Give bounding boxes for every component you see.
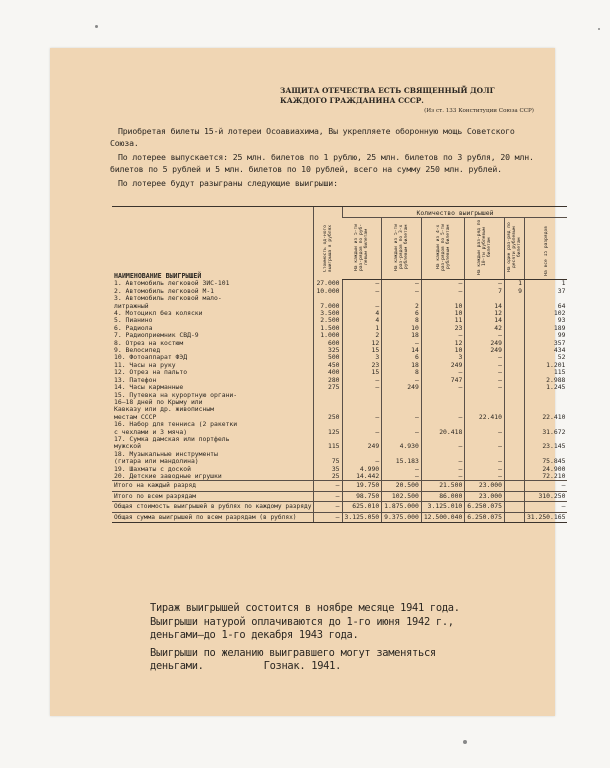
prize-name: 7. Радиоприемник СВД-9 (114, 332, 199, 340)
count-column-header-2: На каждый из 5-ти раз-рядов по 3-х рублевым билетам (382, 218, 422, 280)
prize-count-cell: 2 (382, 303, 422, 310)
prize-count-cell: 4.930 (382, 443, 422, 450)
prize-count-cell: 23 (342, 362, 382, 369)
prize-count-cell (504, 392, 524, 399)
footer-line-exchange-cont: деньгами. Гознак. 1941. (150, 660, 342, 672)
prize-count-cell: 52 (524, 354, 567, 361)
prize-count-cell: 6.250.075 (465, 512, 505, 522)
prize-value: 450 (314, 362, 342, 369)
prize-count-cell (504, 473, 524, 481)
prize-count-cell: — (382, 473, 422, 481)
prize-row (112, 399, 567, 406)
prize-count-cell: 3.125.010 (421, 502, 464, 512)
prize-count-cell: — (421, 458, 464, 465)
intro-text (110, 126, 540, 193)
prize-count-cell: 14 (465, 317, 505, 324)
prize-value: 600 (314, 340, 342, 347)
prize-count-cell: 10 (382, 325, 422, 332)
prize-count-cell (504, 347, 524, 354)
motto-line-1: ЗАЩИТА ОТЕЧЕСТВА ЕСТЬ СВЯЩЕННЫЙ ДОЛГ (280, 86, 495, 95)
prize-count-cell (504, 512, 524, 522)
prize-count-cell: — (465, 332, 505, 339)
intro-paragraph-3: По лотерее будут разыграны следующие выигрыши: (118, 178, 338, 188)
prize-count-cell: 42 (465, 325, 505, 332)
prize-name: 16—18 дней по Крыму или (114, 398, 203, 406)
intro-paragraph-2: По лотерее выпускается: 25 млн. билетов по 1 рублю, 25 млн. билетов по 3 рубля, 20 млн. билетов по 5 рублей и 5 млн. билетов по 10 рублей, всего на сумму 250 млн. рублей. (110, 152, 534, 174)
count-column-header-6: На все 15 разрядов (524, 218, 567, 280)
prize-count-cell: — (465, 362, 505, 369)
prize-count-cell: 18 (382, 362, 422, 369)
prize-count-cell: 86.000 (421, 491, 464, 501)
prize-count-cell: — (342, 414, 382, 421)
prize-row (112, 443, 567, 450)
prize-count-cell: 434 (524, 347, 567, 354)
prize-row (112, 288, 567, 295)
prize-count-cell: 3 (342, 354, 382, 361)
printer-mark: Гознак. 1941. (263, 660, 342, 672)
prize-name: литражный (114, 302, 149, 310)
prize-count-cell: 15.183 (382, 458, 422, 465)
prize-count-cell: — (465, 384, 505, 391)
prize-count-cell: — (465, 354, 505, 361)
prize-name: с чехлами и 3 мяча) (114, 428, 188, 436)
prize-name: Общая сумма выигрышей по всем разрядам (в рублях) (112, 512, 314, 522)
prize-count-cell: 15 (342, 369, 382, 376)
prize-count-cell (504, 399, 524, 406)
prize-count-cell: — (465, 377, 505, 384)
prize-count-cell: 22.410 (465, 414, 505, 421)
prize-count-cell: 8 (382, 317, 422, 324)
prize-count-cell (504, 436, 524, 443)
prize-count-cell: — (465, 429, 505, 436)
prize-value (314, 399, 342, 406)
prize-count-cell: 1.201 (524, 362, 567, 369)
prize-count-cell: — (342, 377, 382, 384)
prize-count-cell (504, 466, 524, 473)
footer-text (150, 602, 550, 674)
prize-value: 325 (314, 347, 342, 354)
prize-count-cell (504, 384, 524, 391)
prize-count-cell: 23.000 (465, 491, 505, 501)
prize-name: 19. Шахматы с доской (114, 465, 191, 473)
prize-name: 12. Отрез на пальто (114, 369, 188, 377)
footer-line-exchange: Выигрыши по желанию выигравшего могут заменяться (150, 646, 436, 659)
prize-count-cell: 115 (524, 369, 567, 376)
prize-name: 2. Автомобиль легковой М-1 (114, 287, 215, 295)
prize-count-cell (504, 310, 524, 317)
prize-name: 5. Пианино (114, 317, 153, 325)
prize-value: 10.000 (314, 288, 342, 295)
prize-name: Общая стоимость выигрышей в рублях по каждому разряду (112, 502, 314, 512)
prize-name: 18. Музыкальные инструменты (114, 450, 218, 458)
prize-value: 75 (314, 458, 342, 465)
prize-count-cell: 14 (382, 347, 422, 354)
prize-name: 8. Отрез на костюм (114, 339, 184, 347)
prize-count-cell: — (342, 288, 382, 295)
prize-count-cell: 10 (421, 303, 464, 310)
prize-count-cell: 99 (524, 332, 567, 339)
prize-count-cell: 747 (421, 377, 464, 384)
prize-count-cell (504, 354, 524, 361)
prize-name: 1. Автомобиль легковой ЗИС-101 (114, 279, 230, 288)
prize-count-cell: 75.845 (524, 458, 567, 465)
prize-count-cell (504, 303, 524, 310)
dust-speck (463, 740, 467, 744)
prize-count-cell: 3 (421, 354, 464, 361)
prize-table (112, 206, 567, 523)
prize-count-cell: 249 (421, 362, 464, 369)
prize-count-cell (524, 399, 567, 406)
prize-value: — (314, 481, 342, 491)
prize-count-cell: 6.250.075 (465, 502, 505, 512)
prize-count-cell: 2.988 (524, 377, 567, 384)
prize-count-cell (342, 392, 382, 399)
prize-count-cell: 15 (342, 347, 382, 354)
prize-count-cell: 6 (382, 354, 422, 361)
count-column-header-1: На каждый из 5-ти раз-рядов по руб-левым билетам (342, 218, 382, 280)
prize-value: 125 (314, 429, 342, 436)
count-column-header-3: На каждый из 4-х раз-рядов по 5-ти рублевым билетам (421, 218, 464, 280)
prize-count-cell: — (421, 288, 464, 295)
footer-line-cash-deadline: деньгами—до 1-го декабря 1943 года. (150, 629, 359, 641)
prize-count-cell: 23 (421, 325, 464, 332)
prize-count-cell: 189 (524, 325, 567, 332)
prize-value: 280 (314, 377, 342, 384)
prize-count-cell: 1 (504, 280, 524, 288)
motto-line-2: КАЖДОГО ГРАЖДАНИНА СССР. (280, 96, 424, 105)
prize-value: 27.000 (314, 280, 342, 288)
prize-row (112, 384, 567, 391)
prize-count-cell (504, 458, 524, 465)
prize-count-cell (421, 399, 464, 406)
prize-count-cell (504, 340, 524, 347)
motto-source: (Из ст. 133 Конституции Союза ССР) (424, 108, 534, 114)
prize-count-cell: — (382, 288, 422, 295)
prize-count-cell (504, 369, 524, 376)
prize-count-cell: — (421, 280, 464, 288)
prize-count-cell (465, 399, 505, 406)
prize-count-cell: 23.000 (465, 481, 505, 491)
prize-count-cell: 7 (465, 288, 505, 295)
prize-count-cell: 4.990 (342, 466, 382, 473)
count-group-header: Количество выигрышей (342, 207, 567, 218)
dust-speck (95, 25, 98, 28)
prize-count-cell: 4 (342, 310, 382, 317)
prize-name: Кавказу или др. живописным (114, 406, 215, 414)
prize-count-cell: — (465, 466, 505, 473)
prize-count-cell: 10 (421, 347, 464, 354)
prize-count-cell (504, 362, 524, 369)
dust-speck (598, 28, 600, 30)
prize-name: Итого на каждый разряд (112, 481, 314, 491)
prize-name: 20. Детские заводные игрушки (114, 472, 222, 480)
prize-count-cell (421, 392, 464, 399)
prize-count-cell: 6 (382, 310, 422, 317)
prize-value: 1.000 (314, 332, 342, 339)
prize-name: мужской (114, 443, 141, 451)
prize-count-cell: 64 (524, 303, 567, 310)
prize-name: Итого по всем разрядам (112, 491, 314, 501)
footer-line-draw-date: Тираж выигрышей состоится в ноябре месяце 1941 года. (150, 602, 460, 614)
prize-count-cell (382, 399, 422, 406)
prize-count-cell: — (421, 384, 464, 391)
prize-count-cell: — (342, 458, 382, 465)
prize-count-cell: 21.500 (421, 481, 464, 491)
prize-row (112, 414, 567, 421)
prize-value: — (314, 512, 342, 522)
prize-count-cell: 12 (465, 310, 505, 317)
prize-name: 9. Велосипед (114, 347, 161, 355)
prize-count-cell: 1.245 (524, 384, 567, 391)
intro-paragraph-1: Приобретая билеты 15-й лотереи Осоавиахима, Вы укрепляете оборонную мощь Советского Союза. (110, 126, 515, 148)
prize-value: 115 (314, 443, 342, 450)
prize-name: 13. Патефон (114, 376, 157, 384)
motto-block (280, 86, 540, 116)
prize-row (112, 473, 567, 481)
prize-count-cell: — (421, 466, 464, 473)
prize-count-cell: 98.750 (342, 491, 382, 501)
total-row (112, 502, 567, 512)
prize-count-cell (504, 377, 524, 384)
prize-value: — (314, 491, 342, 501)
prize-row (112, 392, 567, 399)
prize-value: 3.500 (314, 310, 342, 317)
prize-count-cell (504, 451, 524, 458)
prize-count-cell: 9 (504, 288, 524, 295)
prize-count-cell: — (342, 303, 382, 310)
prize-count-cell (465, 392, 505, 399)
prize-count-cell: — (382, 340, 422, 347)
prize-count-cell: 23.145 (524, 443, 567, 450)
prize-count-cell: — (421, 414, 464, 421)
prize-count-cell: 19.750 (342, 481, 382, 491)
prize-count-cell (504, 491, 524, 501)
prize-value: 400 (314, 369, 342, 376)
prize-count-cell: 249 (342, 443, 382, 450)
total-row (112, 512, 567, 522)
prize-count-cell: 12 (421, 340, 464, 347)
footer-line-goods-deadline: Выигрыши натурой оплачиваются до 1-го июня 1942 г., (150, 615, 454, 628)
prize-count-cell: 1.875.000 (382, 502, 422, 512)
prize-value (314, 392, 342, 399)
prize-value: 1.500 (314, 325, 342, 332)
prize-count-cell (382, 392, 422, 399)
prize-count-cell (504, 325, 524, 332)
prize-count-cell: 93 (524, 317, 567, 324)
prize-count-cell: 14.442 (342, 473, 382, 481)
prize-value: 7.000 (314, 303, 342, 310)
prize-count-cell: — (382, 466, 422, 473)
prize-count-cell: — (465, 443, 505, 450)
lottery-ticket-back (50, 48, 566, 716)
prize-name: (гитара или мандолина) (114, 458, 199, 466)
prize-value: 500 (314, 354, 342, 361)
prize-count-cell: — (421, 473, 464, 481)
prize-count-cell: 102 (524, 310, 567, 317)
prize-name: 3. Автомобиль легковой мало- (114, 295, 222, 303)
prize-count-cell: 1 (342, 325, 382, 332)
prize-count-cell (504, 317, 524, 324)
prize-name: 14. Часы карманные (114, 384, 184, 392)
prize-count-cell: — (465, 280, 505, 288)
prize-count-cell: 249 (382, 384, 422, 391)
prize-count-cell: 310.250 (524, 491, 567, 501)
count-column-header-4: На каждый раз-ряд по 10-ти рублевым билетам (465, 218, 505, 280)
prize-count-cell: — (382, 414, 422, 421)
prize-count-cell: 11 (421, 317, 464, 324)
prize-value: 2.500 (314, 317, 342, 324)
prize-count-cell: — (465, 473, 505, 481)
prize-count-cell: — (382, 280, 422, 288)
prize-value: — (314, 502, 342, 512)
prize-count-cell: 4 (342, 317, 382, 324)
name-column-header: НАИМЕНОВАНИЕ ВЫИГРЫШЕЙ (112, 207, 314, 280)
prize-count-cell (504, 332, 524, 339)
prize-name: 11. Часы на руку (114, 361, 176, 369)
prize-count-cell: — (524, 502, 567, 512)
prize-value: 25 (314, 473, 342, 481)
prize-count-cell (504, 295, 524, 302)
prize-name: 15. Путевка на курортную органи- (114, 391, 238, 399)
prize-count-cell: — (465, 369, 505, 376)
prize-count-cell: 249 (465, 347, 505, 354)
prize-count-cell: 31.672 (524, 429, 567, 436)
prize-row (112, 429, 567, 436)
prize-count-cell: 12 (342, 340, 382, 347)
prize-count-cell (504, 421, 524, 428)
prize-name: местам СССР (114, 413, 157, 421)
prize-count-cell: 249 (465, 340, 505, 347)
prize-count-cell: 24.900 (524, 466, 567, 473)
prize-count-cell: — (465, 458, 505, 465)
prize-count-cell: — (421, 369, 464, 376)
prize-count-cell (524, 392, 567, 399)
prize-count-cell: — (342, 384, 382, 391)
prize-count-cell: 12.500.040 (421, 512, 464, 522)
prize-name: 4. Мотоцикл без коляски (114, 310, 203, 318)
prize-count-cell: 14 (465, 303, 505, 310)
prize-name: 16. Набор для тенниса (2 ракетки (114, 421, 238, 429)
prize-count-cell: 102.500 (382, 491, 422, 501)
prize-name: 6. Радиола (114, 324, 153, 332)
prize-count-cell: 22.410 (524, 414, 567, 421)
prize-value: 250 (314, 414, 342, 421)
prize-value: 275 (314, 384, 342, 391)
prize-count-cell (504, 443, 524, 450)
prize-count-cell: — (342, 280, 382, 288)
total-row (112, 491, 567, 501)
prize-count-cell: 18 (382, 332, 422, 339)
total-row (112, 481, 567, 491)
prize-count-cell: 8 (382, 369, 422, 376)
value-column-header: Стоимость од-ного выигрыша в рублях (314, 207, 342, 280)
prize-count-cell: 20.418 (421, 429, 464, 436)
prize-count-cell (342, 399, 382, 406)
prize-name: 17. Сумка дамская или портфель (114, 435, 230, 443)
prize-count-cell: 2 (342, 332, 382, 339)
prize-count-cell: 357 (524, 340, 567, 347)
prize-count-cell (504, 481, 524, 491)
prize-count-cell: 1 (524, 280, 567, 288)
prize-count-cell: — (382, 377, 422, 384)
prize-count-cell: — (382, 429, 422, 436)
prize-count-cell: — (524, 481, 567, 491)
prize-count-cell (504, 414, 524, 421)
prize-count-cell (504, 502, 524, 512)
prize-count-cell: 72.210 (524, 473, 567, 481)
prize-count-cell: 20.500 (382, 481, 422, 491)
prize-name: 10. Фотоаппарат ФЭД (114, 354, 188, 362)
count-column-header-5: На один раз-ряд по десяти рублевым билетам (504, 218, 524, 280)
prize-count-cell: 10 (421, 310, 464, 317)
prize-count-cell (504, 406, 524, 413)
prize-count-cell: — (421, 332, 464, 339)
prize-count-cell: 9.375.000 (382, 512, 422, 522)
prize-count-cell: 31.250.165 (524, 512, 567, 522)
prize-count-cell: — (421, 443, 464, 450)
prize-count-cell: 625.010 (342, 502, 382, 512)
prize-count-cell (504, 429, 524, 436)
prize-count-cell: — (342, 429, 382, 436)
prize-count-cell: 3.125.050 (342, 512, 382, 522)
prize-count-cell: 37 (524, 288, 567, 295)
prize-value: 35 (314, 466, 342, 473)
